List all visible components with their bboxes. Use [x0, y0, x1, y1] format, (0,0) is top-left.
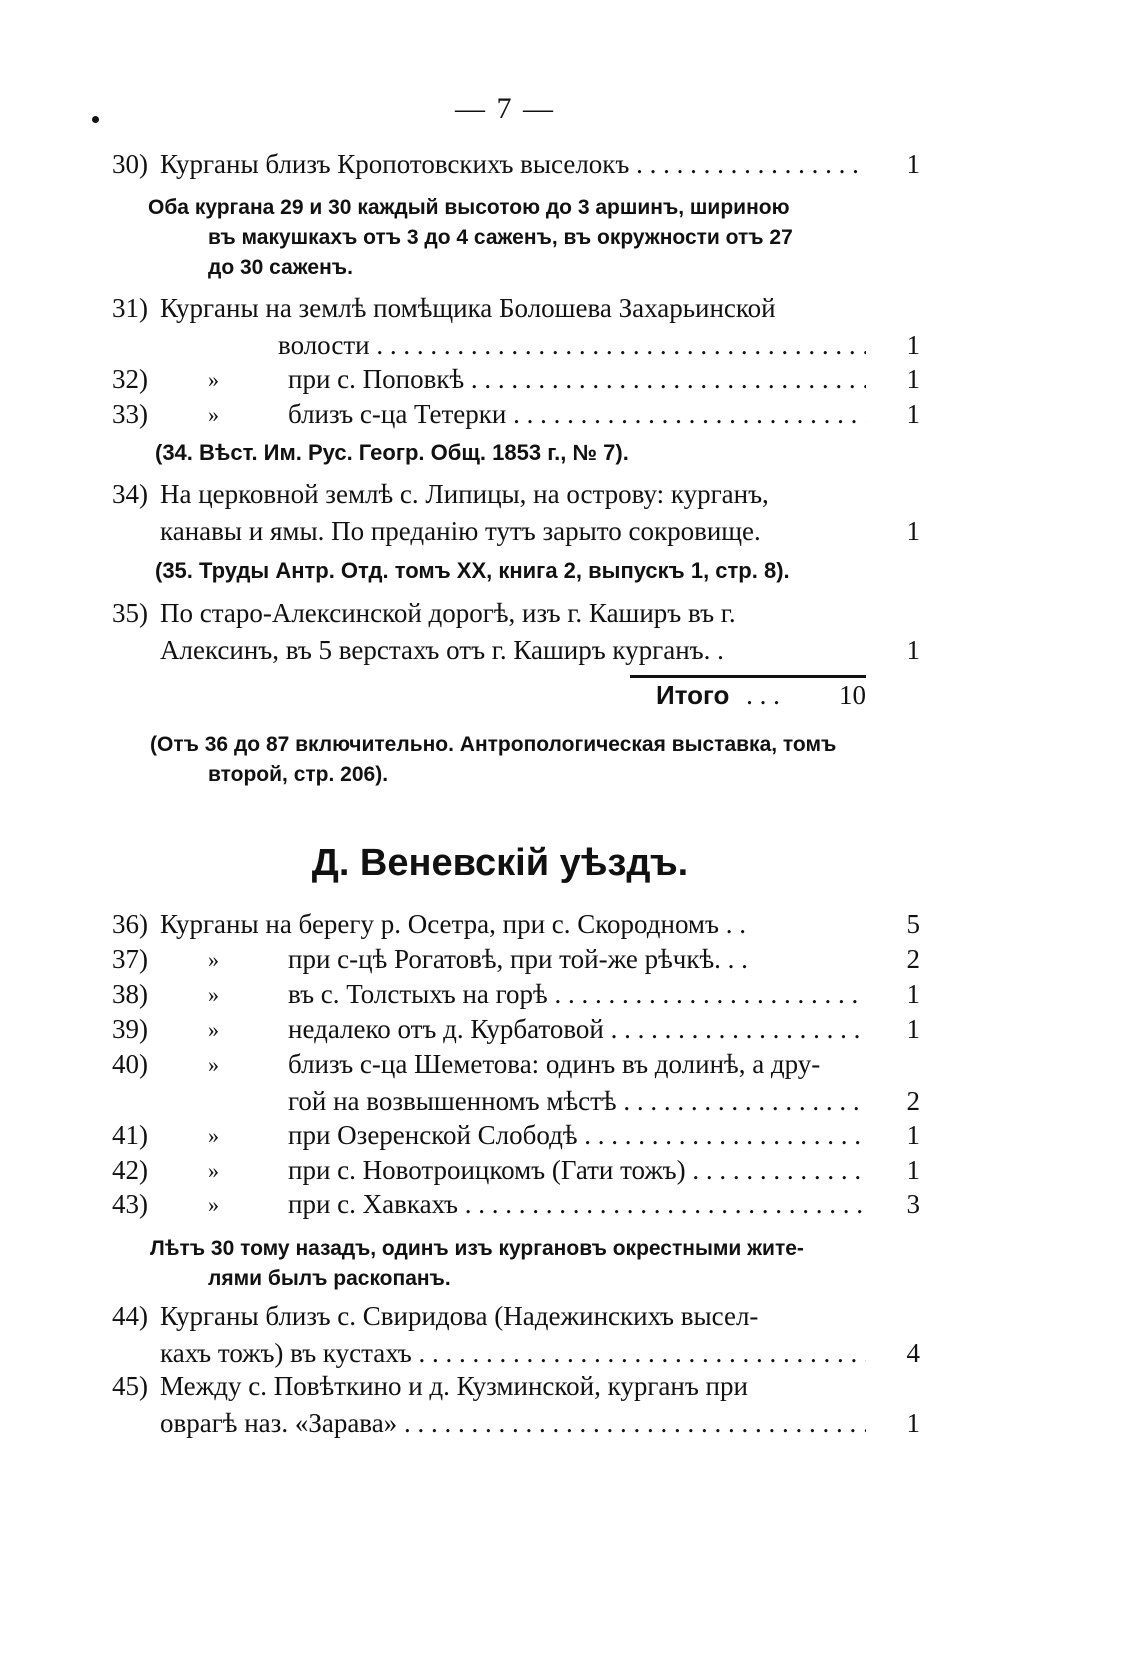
entry-text: Курганы близъ Кропотовскихъ выселокъ: [160, 149, 630, 179]
entry-31: [90, 290, 920, 364]
ditto-mark: »: [208, 1052, 219, 1077]
entry-text: Курганы на землѣ помѣщика Болошева Захарьинской: [160, 293, 776, 323]
entry-count: 1: [906, 364, 920, 394]
reference-34: (34. Вѣст. Им. Рус. Геогр. Общ. 1853 г., № 7).: [155, 440, 629, 465]
entry-text: при с. Поповкѣ: [288, 364, 465, 394]
entry-number: 39): [112, 1014, 148, 1044]
entry-text: канавы и ямы. По преданію тутъ зарыто сокровище.: [160, 516, 761, 546]
entry-40: [90, 1046, 920, 1120]
entry-text: Между с. Повѣткино и д. Кузминской, курганъ при: [160, 1371, 748, 1401]
entry-number: 30): [112, 149, 148, 179]
entry-count: 5: [906, 909, 920, 939]
entry-number: 44): [112, 1301, 148, 1331]
entry-text: при с-цѣ Рогатовѣ, при той-же рѣчкѣ. . .: [288, 944, 748, 974]
entry-number: 43): [112, 1189, 148, 1219]
entry-number: 45): [112, 1371, 148, 1401]
entry-count: 2: [906, 944, 920, 974]
entry-count: 1: [906, 149, 920, 179]
ditto-mark: »: [208, 402, 219, 427]
ditto-mark: »: [208, 367, 219, 392]
entry-text: Курганы близъ с. Свиридова (Надежинскихъ высел-: [160, 1301, 759, 1331]
entry-count: 1: [906, 1408, 920, 1438]
entry-44: [90, 1298, 920, 1372]
entry-text: въ с. Толстыхъ на горѣ: [288, 979, 548, 1009]
total-row: [630, 680, 866, 711]
ditto-mark: »: [208, 947, 219, 972]
entry-count: 1: [906, 399, 920, 429]
entry-number: 33): [112, 399, 148, 429]
note-43: Лѣтъ 30 тому назадъ, одинъ изъ кургановъ окрестными жите- лями былъ раскопанъ.: [150, 1237, 804, 1290]
entry-text: оврагѣ наз. «Зарава»: [160, 1408, 398, 1438]
entry-text: при с. Новотроицкомъ (Гати тожъ): [288, 1155, 686, 1185]
entry-text: при Озеренской Слободѣ: [288, 1120, 578, 1150]
entry-count: 1: [906, 1155, 920, 1185]
entry-count: 1: [906, 516, 920, 546]
ditto-mark: »: [208, 1017, 219, 1042]
entry-text: Курганы на берегу р. Осетра, при с. Скородномъ . .: [160, 909, 746, 939]
ditto-mark: »: [208, 1123, 219, 1148]
page-number: — 7 —: [455, 92, 555, 125]
entry-number: 41): [112, 1120, 148, 1150]
entry-text: гой на возвышенномъ мѣстѣ: [288, 1086, 617, 1116]
entry-number: 42): [112, 1155, 148, 1185]
entry-count: 1: [906, 1014, 920, 1044]
entry-text: при с. Хавкахъ: [288, 1189, 458, 1219]
entry-number: 34): [112, 479, 148, 509]
entry-text: волости: [278, 330, 370, 360]
entry-35: [90, 595, 920, 669]
entry-text: близъ с-ца Шеметова: одинъ въ долинѣ, а дру-: [288, 1049, 821, 1079]
entry-number: 37): [112, 944, 148, 974]
total-value: 10: [839, 680, 866, 710]
entry-45: [90, 1368, 920, 1442]
reference-35: (35. Труды Антр. Отд. томъ XX, книга 2, выпускъ 1, стр. 8).: [155, 558, 790, 583]
entry-number: 35): [112, 598, 148, 628]
entry-count: 1: [906, 330, 920, 360]
ditto-mark: »: [208, 1192, 219, 1217]
note-30: Оба кургана 29 и 30 каждый высотою до 3 аршинъ, шириною въ макушкахъ отъ 3 до 4 саженъ, въ окружности отъ 27 до 30 саженъ.: [148, 196, 793, 279]
entry-number: 36): [112, 909, 148, 939]
entry-number: 40): [112, 1049, 148, 1079]
ditto-mark: »: [208, 1158, 219, 1183]
entry-text: недалеко отъ д. Курбатовой: [288, 1014, 604, 1044]
reference-36: (Отъ 36 до 87 включительно. Антропологическая выставка, томъ второй, стр. 206).: [150, 733, 837, 786]
entry-count: 1: [906, 1120, 920, 1150]
entry-count: 3: [906, 1189, 920, 1219]
entry-count: 1: [906, 635, 920, 665]
entry-34: [90, 476, 920, 550]
entry-number: 38): [112, 979, 148, 1009]
entry-text: Алексинъ, въ 5 верстахъ отъ г. Каширъ курганъ. .: [160, 635, 724, 665]
entry-text: близъ с-ца Тетерки: [288, 399, 507, 429]
entry-count: 2: [906, 1086, 920, 1116]
ditto-mark: »: [208, 982, 219, 1007]
entry-text: кахъ тожъ) въ кустахъ: [160, 1338, 412, 1368]
entry-text: На церковной землѣ с. Липицы, на острову: курганъ,: [160, 479, 769, 509]
entry-count: 4: [906, 1338, 920, 1368]
entry-number: 32): [112, 364, 148, 394]
total-dots: . . .: [746, 680, 780, 710]
entry-count: 1: [906, 979, 920, 1009]
total-label: Итого: [656, 680, 730, 710]
entry-number: 31): [112, 293, 148, 323]
entry-text: По старо-Алексинской дорогѣ, изъ г. Каширъ въ г.: [160, 598, 736, 628]
total-rule: [630, 675, 866, 678]
section-title: Д. Веневскій уѣздъ.: [311, 842, 689, 884]
